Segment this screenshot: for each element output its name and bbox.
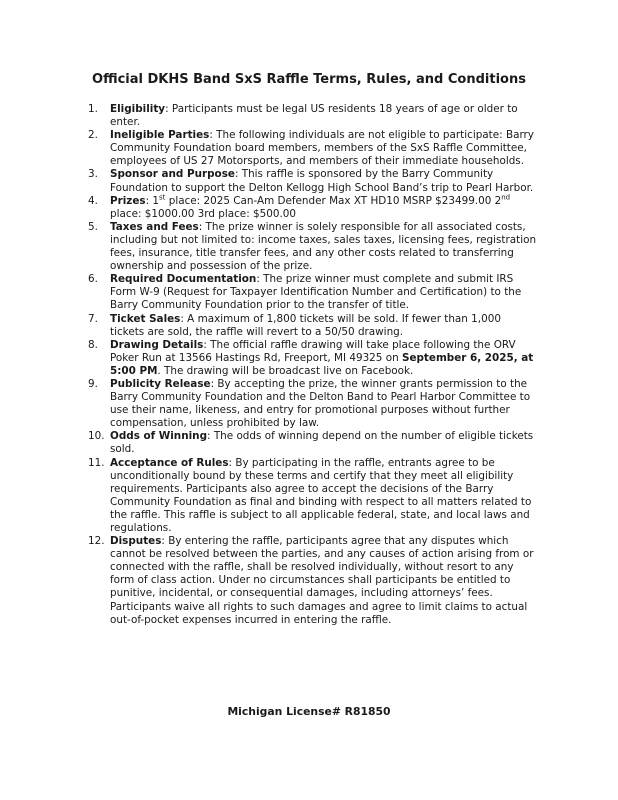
term-label: Publicity Release xyxy=(110,377,211,390)
term-number: 1. xyxy=(88,103,98,115)
term-text: place: $1000.00 3rd place: $500.00 xyxy=(110,207,296,220)
term-label: Drawing Details xyxy=(110,338,204,351)
term-number: 5. xyxy=(88,220,98,233)
term-sponsor-purpose xyxy=(88,168,538,194)
term-text: : By accepting the prize, the winner grants permission to the Barry Community Foundation and the Delton Band to Pearl Harbor Committee to use their name, likeness, and entry for promotional purposes without further compensation, unless prohibited by law. xyxy=(110,377,531,430)
term-number: 2. xyxy=(88,129,98,142)
term-acceptance-of-rules xyxy=(88,457,538,536)
drawing-date: September 6, 2025, at 5:00 PM xyxy=(110,351,534,377)
term-disputes xyxy=(88,535,538,627)
term-label: Ticket Sales xyxy=(110,312,181,325)
term-text: : By participating in the raffle, entrants agree to be unconditionally bound by these terms and certify that they meet all eligibility requirements. Participants also agree to accept the decisions of the Barry Community Foundation as final and binding with respect to all matters related to the raffle. This raffle is subject to all applicable federal, state, and local laws and regulations. xyxy=(110,456,532,534)
term-text: : The following individuals are not eligible to participate: Barry Community Foundation board members, members of the SxS Raffle Committee, employees of US 27 Motorsports, and members of their immediate households. xyxy=(110,129,534,168)
term-drawing-details xyxy=(88,339,538,378)
term-number: 6. xyxy=(88,273,98,286)
term-number: 4. xyxy=(88,194,98,207)
document-title: Official DKHS Band SxS Raffle Terms, Rules, and Conditions xyxy=(92,72,526,87)
term-text: : Participants must be legal US residents 18 years of age or older to enter. xyxy=(110,103,518,129)
term-label: Odds of Winning xyxy=(110,430,208,443)
term-publicity-release xyxy=(88,378,538,430)
term-text: : 1 xyxy=(145,194,160,207)
term-text: place: 2025 Can-Am Defender Max XT HD10 MSRP $23499.00 2 xyxy=(165,194,502,207)
term-required-documentation xyxy=(88,273,538,312)
term-text: . The drawing will be broadcast live on Facebook. xyxy=(157,364,414,377)
superscript: nd xyxy=(501,193,511,202)
term-number: 8. xyxy=(88,338,98,351)
terms-list xyxy=(88,103,538,627)
term-number: 10. xyxy=(88,430,105,443)
term-label: Acceptance of Rules xyxy=(110,456,229,469)
term-text: : The prize winner must complete and submit IRS Form W-9 (Request for Taxpayer Identification Number and Certification) to the Barry Community Foundation prior to the transfer of title. xyxy=(110,273,522,312)
term-label: Sponsor and Purpose xyxy=(110,168,235,181)
term-number: 11. xyxy=(88,456,105,469)
term-text: : A maximum of 1,800 tickets will be sold. If fewer than 1,000 tickets are sold, the raffle will revert to a 50/50 drawing. xyxy=(110,312,501,338)
term-text: : The prize winner is solely responsible for all associated costs, including but not limited to: income taxes, sales taxes, licensing fees, registration fees, insurance, title transfer fees, and any other costs related to transferring ownership and possession of the prize. xyxy=(110,220,537,273)
term-text: : The odds of winning depend on the number of eligible tickets sold. xyxy=(110,430,534,456)
term-number: 12. xyxy=(88,535,105,548)
term-label: Eligibility xyxy=(110,103,166,115)
term-number: 7. xyxy=(88,312,98,325)
term-text: : This raffle is sponsored by the Barry Community Foundation to support the Delton Kellogg High School Band’s trip to Pearl Harbor. xyxy=(110,168,534,194)
term-odds-of-winning xyxy=(88,430,538,456)
term-label: Taxes and Fees xyxy=(110,220,199,233)
term-prizes xyxy=(88,195,538,221)
term-label: Required Documentation xyxy=(110,273,257,286)
term-eligibility xyxy=(88,103,538,129)
license-number: Michigan License# R81850 xyxy=(227,705,391,718)
term-label: Ineligible Parties xyxy=(110,129,210,142)
term-text: : The official raffle drawing will take place following the ORV Poker Run at 13566 Hastings Rd, Freeport, MI 49325 on xyxy=(110,338,516,364)
superscript: st xyxy=(159,193,166,202)
term-label: Disputes xyxy=(110,535,162,548)
term-text: : By entering the raffle, participants agree that any disputes which cannot be resolved between the parties, and any causes of action arising from or connected with the raffle, shall be resolved individually, without resort to any form of class action. Under no circumstances shall participants be entitled to punitive, incidental, or consequential damages, including attorneys’ fees. Participants waive all rights to such damages and agree to limit claims to actual out-of-pocket expenses incurred in entering the raffle. xyxy=(110,535,534,626)
term-number: 3. xyxy=(88,168,98,181)
term-ticket-sales xyxy=(88,313,538,339)
term-taxes-fees xyxy=(88,221,538,273)
term-label: Prizes xyxy=(110,194,146,207)
term-ineligible-parties xyxy=(88,129,538,168)
term-number: 9. xyxy=(88,377,98,390)
